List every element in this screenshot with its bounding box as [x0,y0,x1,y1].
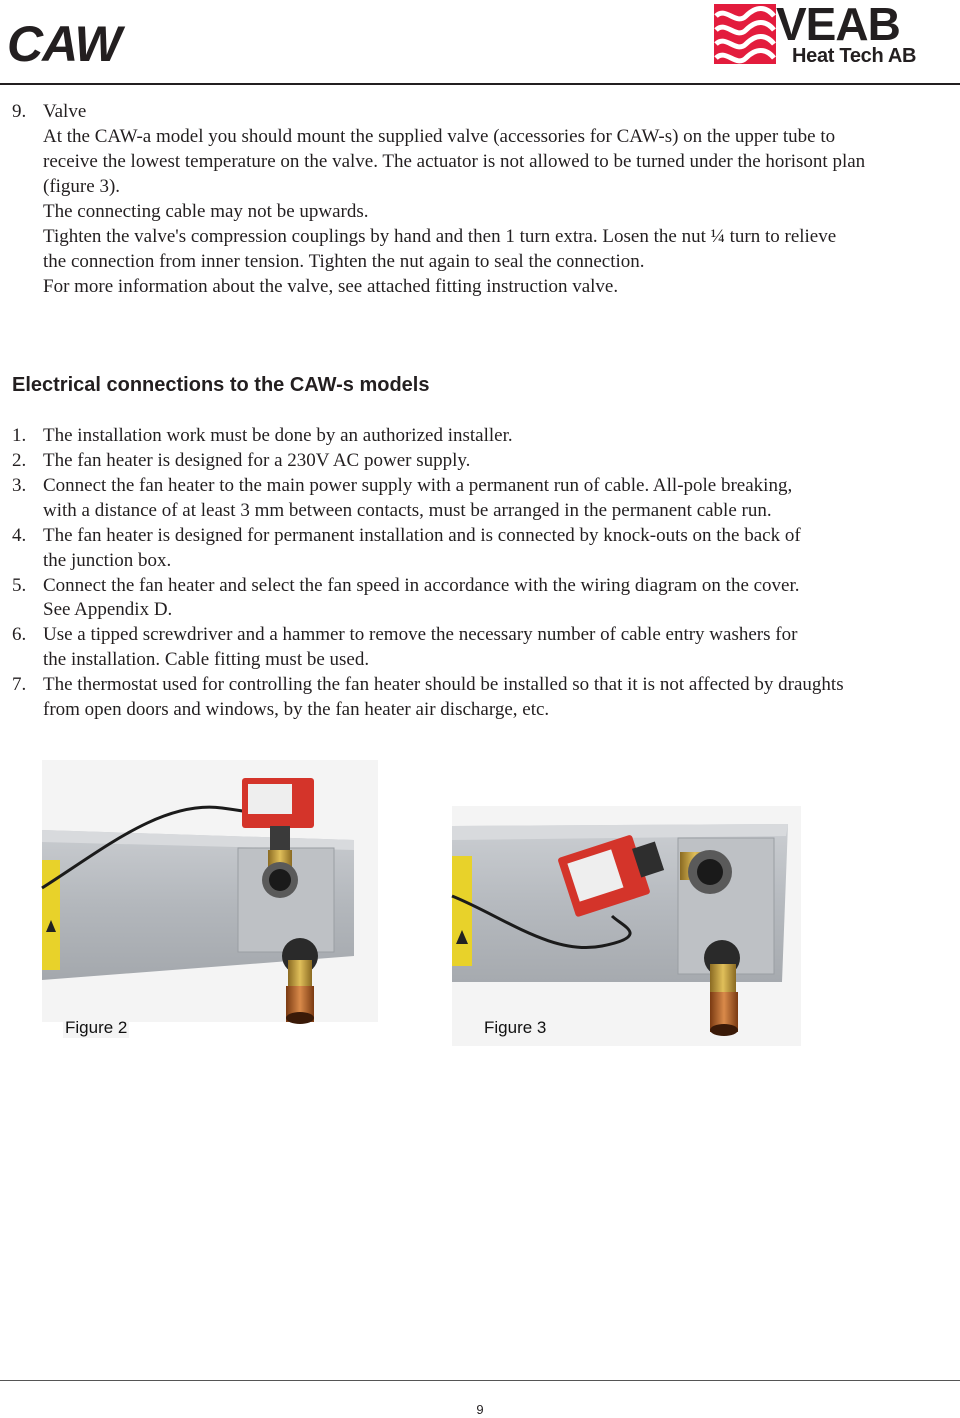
list-item-number: 2. [12,450,27,471]
valve-paragraph-line: At the CAW-a model you should mount the supplied valve (accessories for CAW-s) on the upper tube to [43,126,836,147]
list-item-text: the installation. Cable fitting must be used. [43,649,370,670]
list-item-number: 4. [12,525,27,546]
section-heading: Electrical connections to the CAW-s models [12,374,430,396]
figure-caption: Figure 3 [484,1018,547,1037]
footer-divider [0,1380,960,1381]
valve-paragraph-line: (figure 3). [43,176,121,197]
figure-3-photo [452,806,801,1046]
valve-paragraph-line: Tighten the valve's compression couplings by hand and then 1 turn extra. Losen the nut ¼ turn to relieve [43,226,837,247]
list-item-text: Connect the fan heater to the main power supply with a permanent run of cable. All-pole breaking, [43,475,793,496]
figure-2-photo [42,760,378,1037]
page-number: 9 [476,1402,484,1417]
list-item-number: 7. [12,674,27,695]
company-logo [714,0,940,68]
list-item-text: The thermostat used for controlling the fan heater should be installed so that it is not affected by draughts [43,674,844,695]
list-item-number: 1. [12,425,27,446]
valve-installation-image [42,760,378,1022]
logo-subtitle: Heat Tech AB [792,45,917,67]
list-item-text: The fan heater is designed for a 230V AC power supply. [43,450,471,471]
list-item-number: 5. [12,575,27,596]
header-divider [0,83,960,85]
list-item-text: The installation work must be done by an authorized installer. [43,425,513,446]
list-item-text: See Appendix D. [43,599,173,620]
wave-logo-icon [714,4,776,64]
valve-paragraph-line: the connection from inner tension. Tighten the nut again to seal the connection. [43,251,645,272]
valve-paragraph-line: For more information about the valve, see attached fitting instruction valve. [43,276,619,297]
valve-section-number: 9. [12,101,27,122]
list-item-text: the junction box. [43,550,172,571]
list-item-text: The fan heater is designed for permanent installation and is connected by knock-outs on the back of [43,525,801,546]
valve-paragraph-line: The connecting cable may not be upwards. [43,201,369,222]
figure-caption: Figure 2 [65,1018,128,1037]
list-item-text: Connect the fan heater and select the fan speed in accordance with the wiring diagram on the cover. [43,575,800,596]
list-item-number: 6. [12,624,27,645]
list-item-number: 3. [12,475,27,496]
valve-section-heading: Valve [43,101,87,122]
logo-wordmark: VEAB [776,0,900,50]
list-item-text: Use a tipped screwdriver and a hammer to remove the necessary number of cable entry washers for [43,624,798,645]
valve-paragraph-line: receive the lowest temperature on the valve. The actuator is not allowed to be turned under the horisont plan [43,151,866,172]
list-item-text: with a distance of at least 3 mm between contacts, must be arranged in the permanent cable run. [43,500,772,521]
valve-installation-image [452,806,801,1046]
list-item-text: from open doors and windows, by the fan heater air discharge, etc. [43,699,550,720]
document-title: CAW [7,16,121,72]
